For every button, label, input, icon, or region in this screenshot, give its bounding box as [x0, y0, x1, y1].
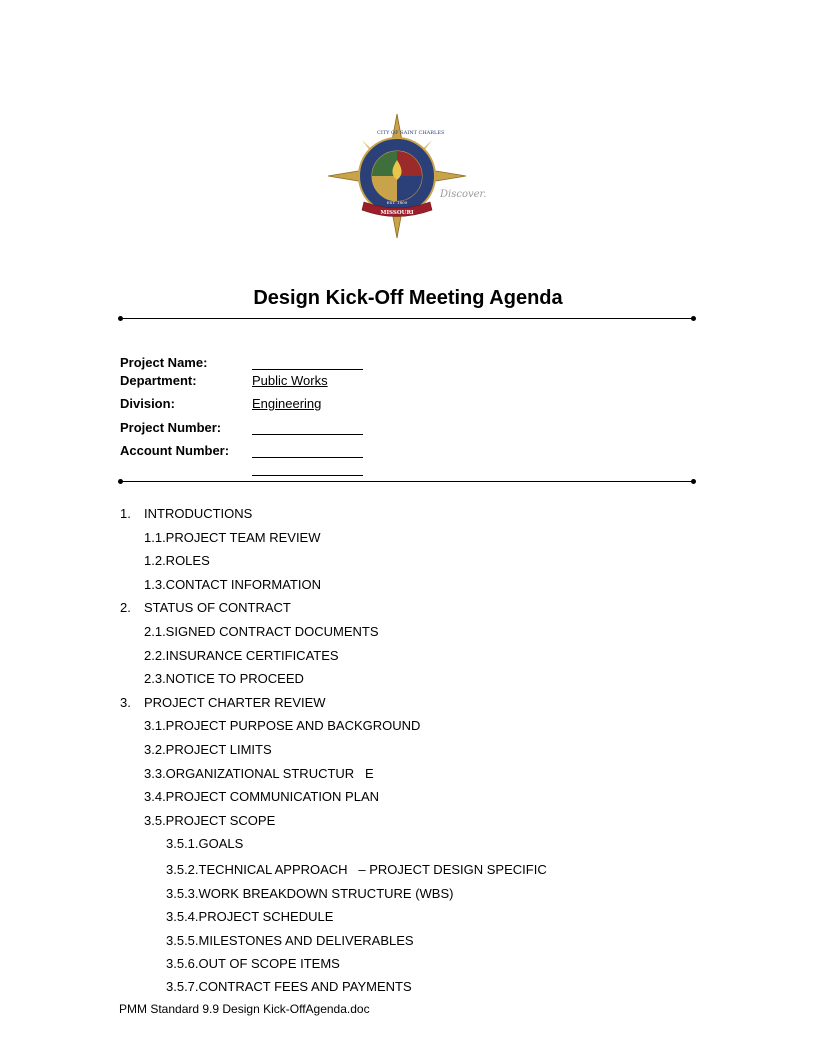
agenda-item: INTRODUCTIONS	[144, 506, 253, 521]
seal-ring-text: CITY OF SAINT CHARLES	[377, 130, 445, 136]
division-value: Engineering	[252, 396, 322, 411]
agenda-item: 3.5.PROJECT SCOPE	[144, 813, 276, 828]
agenda-item: 3.1.PROJECT PURPOSE AND BACKGROUND	[144, 718, 421, 733]
compass-star-seal-icon	[322, 110, 492, 242]
agenda-item: 3.5.6.OUT OF SCOPE ITEMS	[166, 956, 340, 971]
agenda-number: 3.	[120, 695, 131, 710]
extra-blank-line	[252, 475, 363, 476]
agenda-item: PROJECT CHARTER REVIEW	[144, 695, 326, 710]
department-value: Public Works	[252, 373, 328, 388]
agenda-item: 3.2.PROJECT LIMITS	[144, 742, 272, 757]
city-seal-logo	[322, 110, 492, 242]
agenda-item: STATUS OF CONTRACT	[144, 600, 291, 615]
department-label: Department:	[120, 373, 197, 388]
agenda-item: 3.5.1.GOALS	[166, 836, 244, 851]
fields-divider	[120, 481, 694, 482]
project-number-blank-line	[252, 434, 363, 435]
agenda-item: 3.4.PROJECT COMMUNICATION PLAN	[144, 789, 379, 804]
agenda-item: 3.5.4.PROJECT SCHEDULE	[166, 909, 334, 924]
account-number-label: Account Number:	[120, 443, 230, 458]
project-number-label: Project Number:	[120, 420, 222, 435]
division-label: Division:	[120, 396, 175, 411]
agenda-item: 1.3.CONTACT INFORMATION	[144, 577, 321, 592]
logo-tagline: Discover.	[440, 189, 487, 200]
agenda-item: 3.3.ORGANIZATIONAL STRUCTUR E	[144, 766, 374, 781]
account-number-blank-line	[252, 457, 363, 458]
agenda-item: 1.2.ROLES	[144, 553, 210, 568]
agenda-item: 2.1.SIGNED CONTRACT DOCUMENTS	[144, 624, 379, 639]
seal-ribbon-text: MISSOURI	[380, 210, 414, 216]
agenda-item: 2.2.INSURANCE CERTIFICATES	[144, 648, 339, 663]
agenda-item: 3.5.7.CONTRACT FEES AND PAYMENTS	[166, 979, 412, 994]
agenda-number: 1.	[120, 506, 131, 521]
seal-est-text: EST. 1809	[386, 200, 408, 205]
agenda-item: 3.5.5.MILESTONES AND DELIVERABLES	[166, 933, 414, 948]
document-title: Design Kick-Off Meeting Agenda	[253, 287, 563, 309]
agenda-item: 3.5.3.WORK BREAKDOWN STRUCTURE (WBS)	[166, 886, 454, 901]
project-name-label: Project Name:	[120, 355, 208, 370]
agenda-number: 2.	[120, 600, 131, 615]
project-name-blank-line	[252, 369, 363, 370]
document-footer: PMM Standard 9.9 Design Kick-OffAgenda.doc	[119, 1002, 370, 1016]
agenda-item: 2.3.NOTICE TO PROCEED	[144, 671, 304, 686]
agenda-item: 3.5.2.TECHNICAL APPROACH – PROJECT DESIGN SPECIFIC	[166, 862, 547, 877]
agenda-item: 1.1.PROJECT TEAM REVIEW	[144, 530, 321, 545]
title-divider	[120, 318, 694, 319]
